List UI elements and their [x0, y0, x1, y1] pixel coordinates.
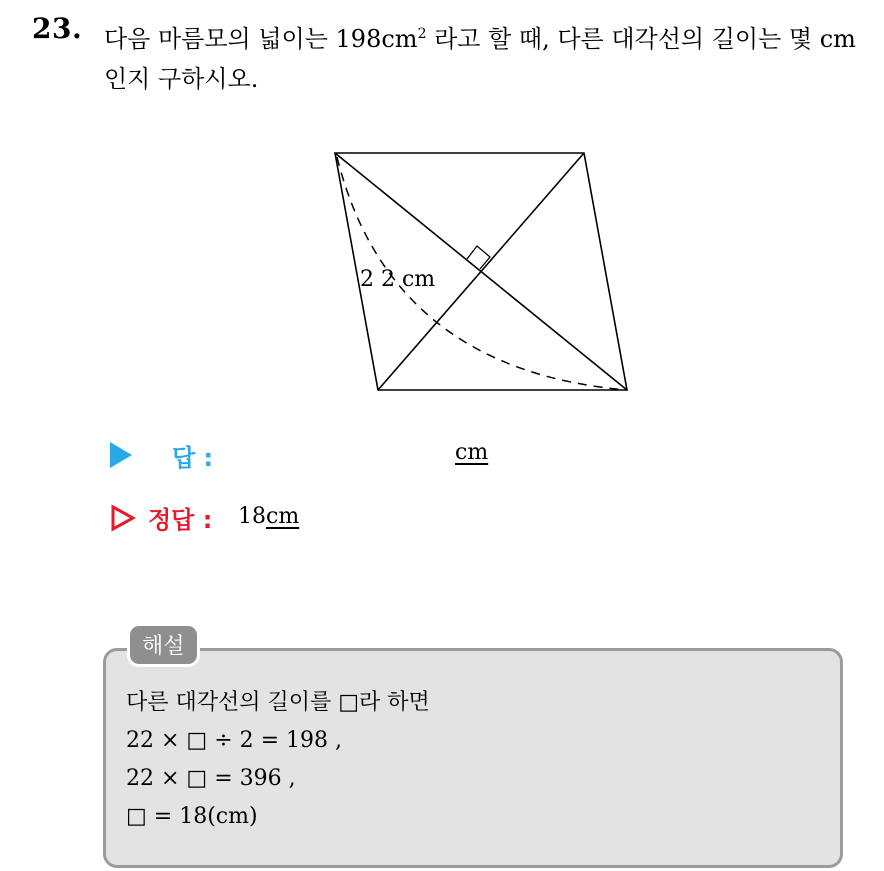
- answer-label: 답 :: [172, 444, 214, 472]
- correct-answer-number: 18: [238, 504, 266, 529]
- question-text-main: 다음 마름모의 넓이는 198cm: [104, 25, 418, 53]
- question-text: [104, 14, 874, 99]
- outline-arrow-icon: [110, 504, 136, 532]
- play-arrow-icon: [110, 442, 132, 468]
- solution-tag: 해설: [130, 626, 197, 664]
- correct-answer-value: [238, 504, 299, 529]
- correct-answer-unit: cm: [266, 504, 300, 529]
- correct-answer-label: 정답 :: [148, 506, 213, 534]
- correct-answer-row: [110, 500, 610, 536]
- rhombus-figure: [300, 140, 650, 410]
- question-text-superscript: 2: [417, 26, 427, 42]
- question-number: 23.: [32, 12, 83, 45]
- solution-line: 다른 대각선의 길이를 □라 하면: [126, 690, 430, 715]
- answer-row: [110, 438, 610, 474]
- question-text-rest: 라고 할 때, 다른 대각선의 길이는 몇 cm 인지 구하시오.: [104, 25, 856, 93]
- solution-lines: [126, 684, 430, 836]
- solution-line: 22 × □ = 396 ,: [126, 766, 296, 791]
- solution-line: □ = 18(cm): [126, 804, 258, 829]
- answer-unit: cm: [455, 440, 489, 465]
- solution-line: 22 × □ ÷ 2 = 198 ,: [126, 728, 343, 753]
- diagonal-length-label: 2 2 cm: [360, 267, 436, 292]
